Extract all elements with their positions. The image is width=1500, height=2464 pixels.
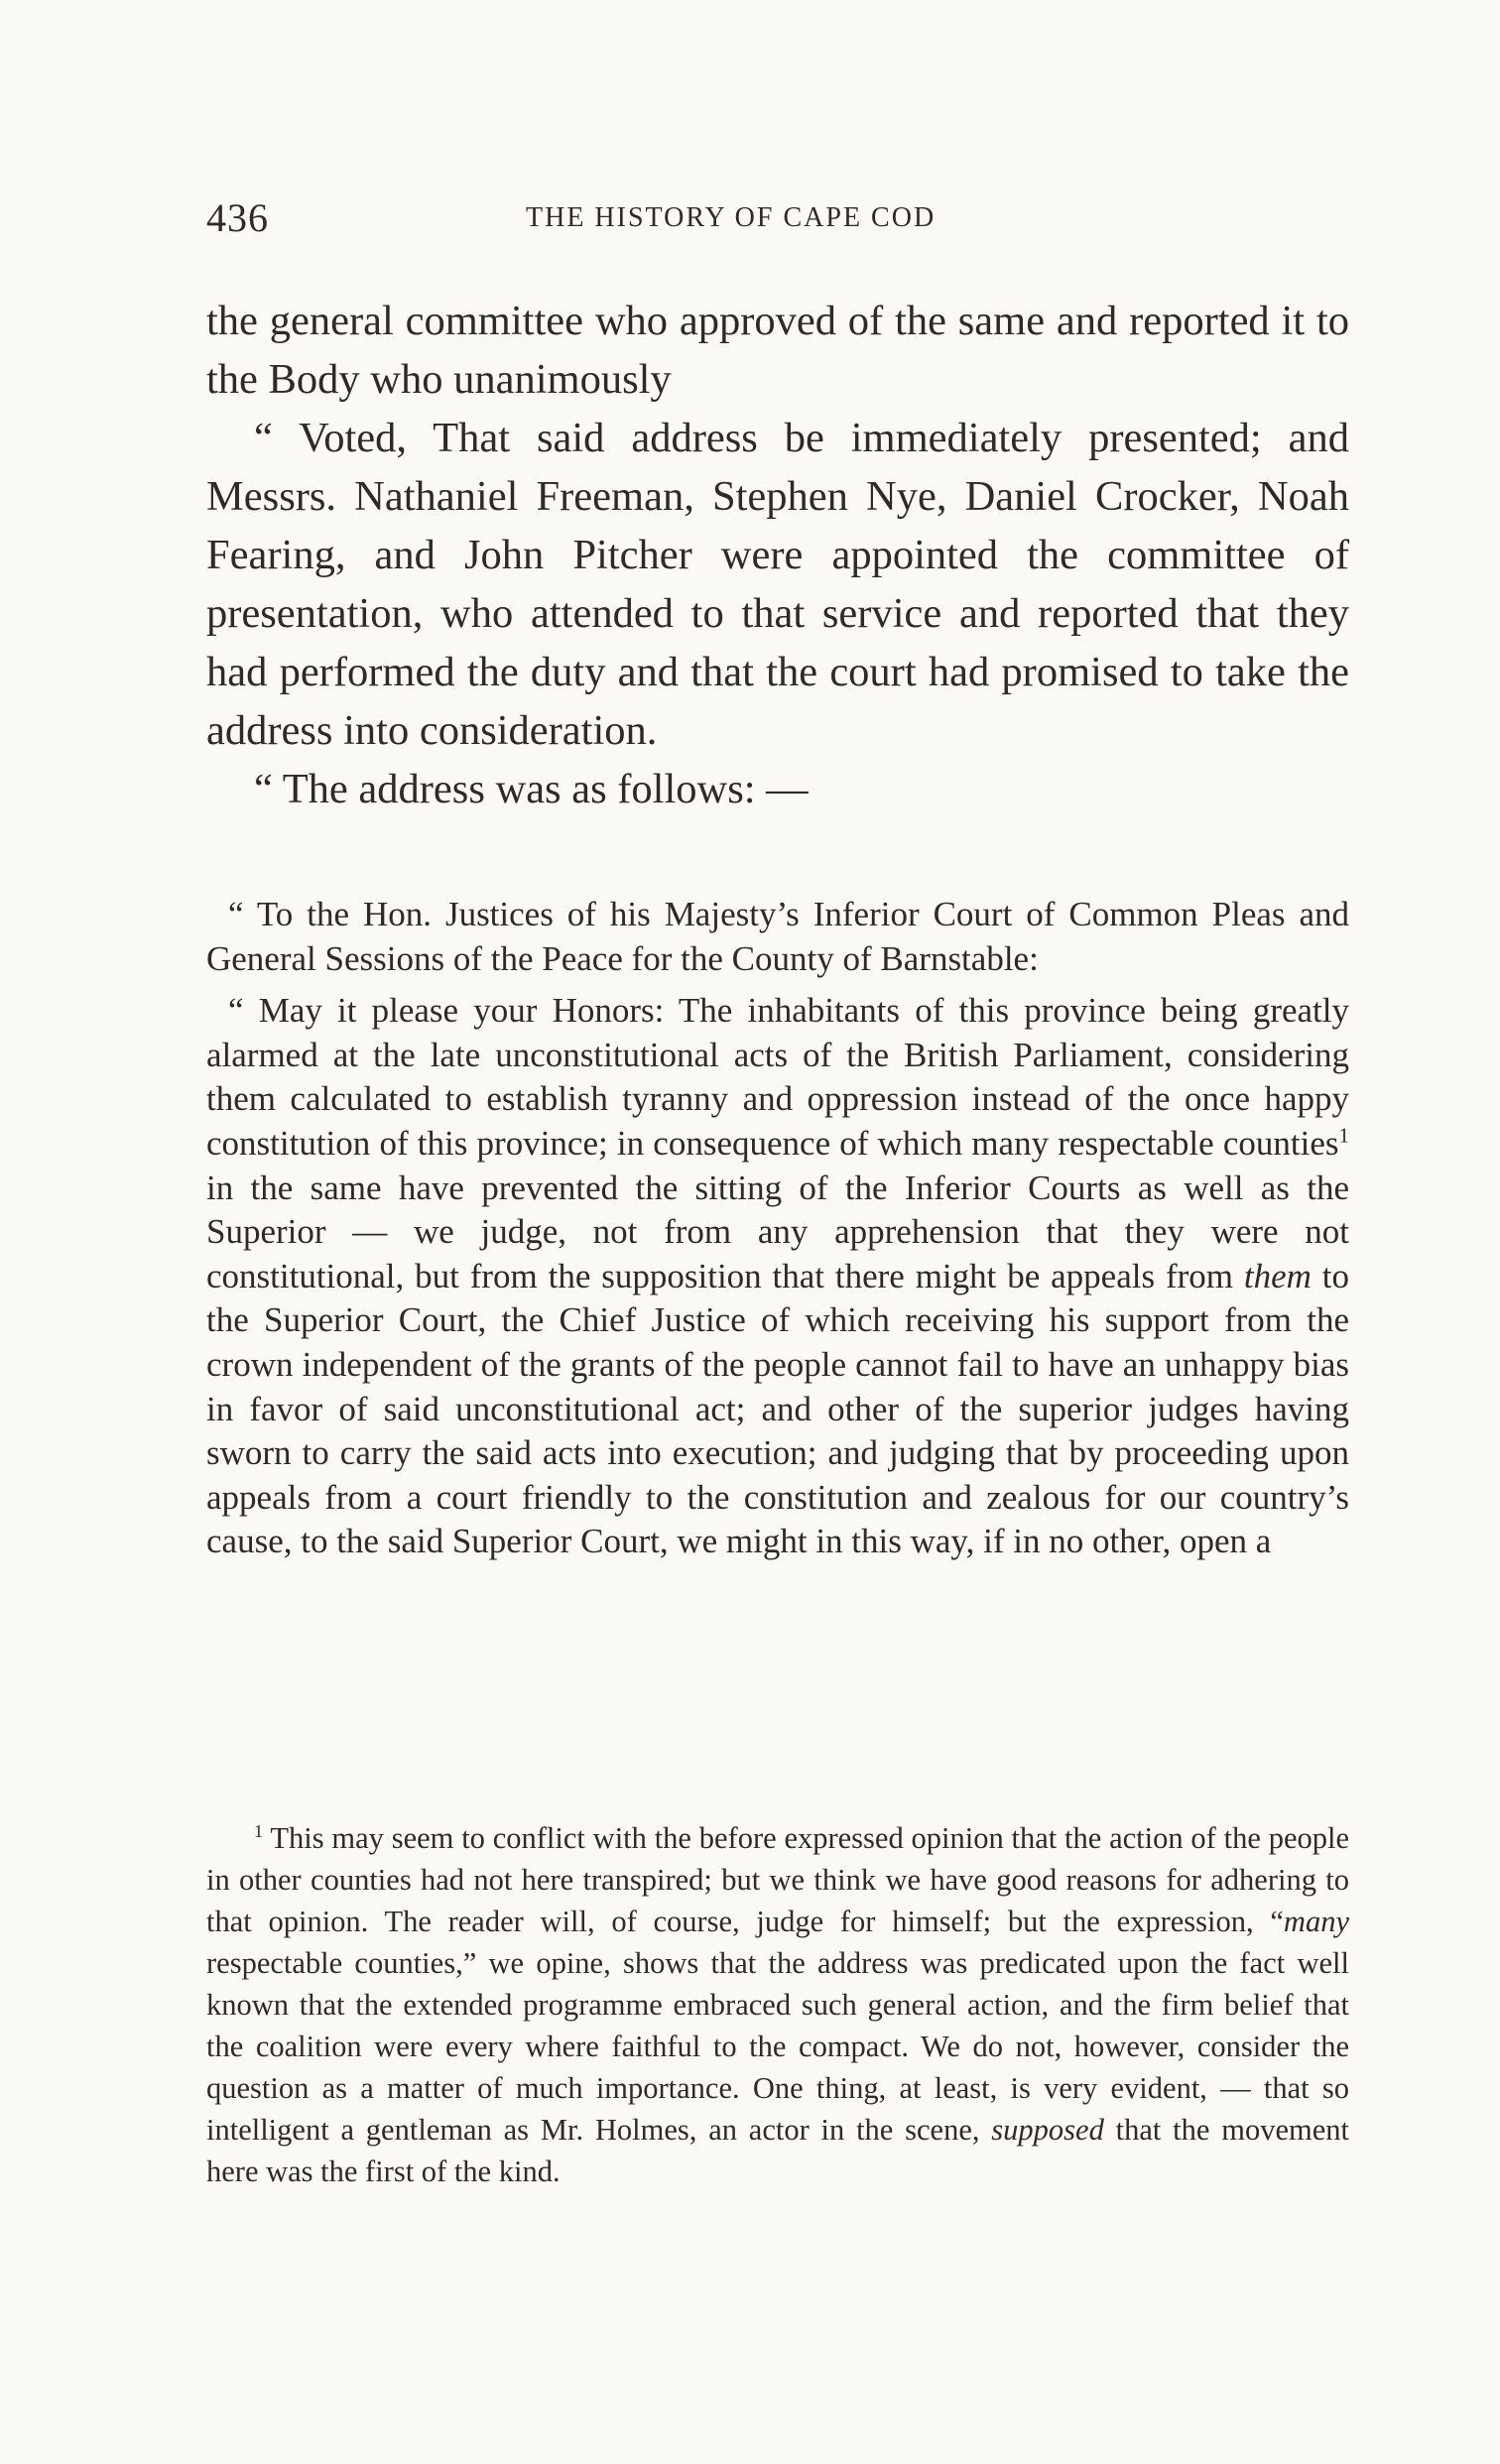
footnote-italic-2: supposed (991, 2113, 1104, 2147)
address-body-part3: to the Superior Court, the Chief Justice of which receiving his support from the crown independent of the grants of the people cannot fail to have an unhappy bias in favor of said unconstitutional act; and other of the superior judges having sworn to carry the said acts into execution; and judging that by proceeding upon appeals from a court friendly to the constitution and zealous for our country’s cause, to the said Superior Court, we might in this way, if in no other, open a (206, 1256, 1349, 1561)
footnote-part1: This may seem to conflict with the before expressed opinion that the action of the people in other counties had not here transpired; but we think we have good reasons for adhering to that opinion. The reader will, of course, judge for himself; but the expression, “ (206, 1821, 1349, 1938)
address-quote (206, 893, 1349, 1564)
address-body-part1: “ May it please your Honors: The inhabitants of this province being greatly alarmed at the late unconstitutional acts of the British Parliament, considering them calculated to establish tyranny and oppression instead of the once happy constitution of this province; in consequence of which many respectable counties (206, 991, 1349, 1163)
address-body (206, 989, 1349, 1564)
footnote-marker: 1 (254, 1820, 264, 1841)
page-header (206, 194, 1357, 254)
paragraph-vote: “ Voted, That said address be immediately presented; and Messrs. Nathaniel Freeman, Stephen Nye, Daniel Crocker, Noah Fearing, and John Pitcher were appointed the committee of presentation, who attended to that service and reported that they had performed the duty and that the court had promised to take the address into consideration. (206, 415, 1349, 754)
footnote-italic-1: many (1283, 1905, 1349, 1938)
address-body-italic: them (1243, 1256, 1312, 1295)
page-number: 436 (206, 195, 269, 240)
paragraph-continuation: the general committee who approved of the same and reported it to the Body who unanimously (206, 298, 1349, 403)
running-head: THE HISTORY OF CAPE COD (526, 202, 937, 233)
footnote-part3: that the movement here was the first of the kind. (206, 2113, 1349, 2188)
footnote-reference: 1 (1338, 1123, 1349, 1148)
footnotes (206, 1817, 1349, 2192)
main-text (206, 292, 1349, 818)
paragraph-address-intro: “ The address was as follows: — (254, 766, 809, 812)
address-salutation: “ To the Hon. Justices of his Majesty’s Inferior Court of Common Pleas and General Sessions of the Peace for the County of Barnstable: (206, 895, 1349, 978)
footnote-1 (206, 1817, 1349, 2192)
footnote-part2: respectable counties,” we opine, shows that the address was predicated upon the fact well known that the extended programme embraced such general action, and the firm belief that the coalition were every where faithful to the compact. We do not, however, consider the question as a matter of much importance. One thing, at least, is very evident, — that so intelligent a gentleman as Mr. Holmes, an actor in the scene, (206, 1946, 1349, 2147)
address-body-part2: in the same have prevented the sitting of the Inferior Courts as well as the Superior — we judge, not from any apprehension that they were not constitutional, but from the supposition that there might be appeals from (206, 1168, 1349, 1295)
